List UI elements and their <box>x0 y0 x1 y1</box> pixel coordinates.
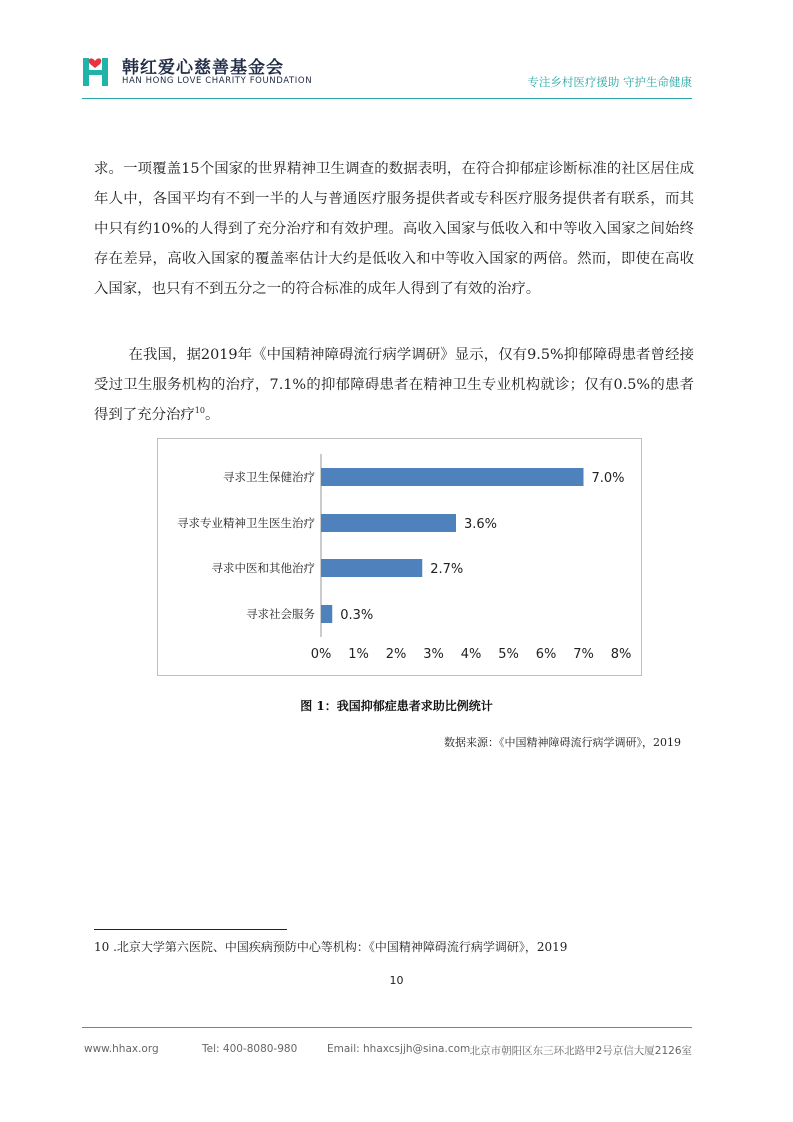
figure-caption: 图 1：我国抑郁症患者求助比例统计 <box>300 699 493 713</box>
help-seeking-bar-chart <box>157 438 642 676</box>
page-number: 10 <box>389 974 404 987</box>
paragraph-2-end: 。 <box>204 407 220 423</box>
chart-bar <box>321 468 584 486</box>
chart-category-label: 寻求专业精神卫生医生治疗 <box>177 516 315 530</box>
footer-tel: Tel: 400-8080-980 <box>202 1043 298 1055</box>
chart-x-tick-label: 4% <box>460 647 482 662</box>
footer-divider <box>82 1027 692 1028</box>
body-paragraph-1 <box>94 154 694 304</box>
chart-category-label: 寻求卫生保健治疗 <box>223 470 315 484</box>
chart-x-tick-label: 1% <box>348 647 369 662</box>
data-source: 数据来源：《中国精神障碍流行病学调研》，2019 <box>444 736 681 749</box>
chart-category-label: 寻求中医和其他治疗 <box>211 561 315 575</box>
chart-x-tick-label: 7% <box>573 647 594 662</box>
chart-x-tick-label: 3% <box>423 647 444 662</box>
chart-data-label: 7.0% <box>591 471 625 486</box>
page-header <box>82 52 692 90</box>
org-name-en: HAN HONG LOVE CHARITY FOUNDATION <box>122 76 313 86</box>
header-divider <box>82 98 692 99</box>
chart-bar <box>321 514 456 532</box>
chart-x-tick-label: 0% <box>310 647 332 662</box>
chart-data-label: 0.3% <box>340 608 374 623</box>
footnote-ref: 10 <box>194 406 205 416</box>
footnote-rule <box>94 929 287 930</box>
header-slogan: 专注乡村医疗援助 守护生命健康 <box>527 75 692 89</box>
footer-website[interactable]: www.hhax.org <box>84 1043 159 1055</box>
org-name: 韩红爱心慈善基金会 <box>122 58 284 78</box>
chart-bar <box>321 605 332 623</box>
footer-email[interactable]: Email: hhaxcsjjh@sina.com <box>327 1043 471 1055</box>
paragraph-1-text: 求。一项覆盖15个国家的世界精神卫生调查的数据表明，在符合抑郁症诊断标准的社区居住成年人中，各国平均有不到一半的人与普通医疗服务提供者或专科医疗服务提供者有联系，而其中只有约10%的人得到了充分治疗和有效护理。高收入国家与低收入和中等收入国家之间始终存在差异，高收入国家的覆盖率估计大约是低收入和中等收入国家的两倍。然而，即使在高收入国家，也只有不到五分之一的符合标准的成年人得到了有效的治疗。 <box>94 161 694 297</box>
chart-x-tick-label: 2% <box>385 647 407 662</box>
chart-x-tick-label: 8% <box>610 647 632 662</box>
chart-bar <box>321 559 422 577</box>
chart-category-label: 寻求社会服务 <box>246 607 315 621</box>
footer-address: 北京市朝阳区东三环北路甲2号京信大厦2126室 <box>469 1045 692 1057</box>
chart-svg <box>158 439 641 675</box>
footnote: 10 .北京大学第六医院、中国疾病预防中心等机构：《中国精神障碍流行病学调研》，2019 <box>94 940 568 954</box>
paragraph-2-main: 在我国，据2019年《中国精神障碍流行病学调研》显示，仅有9.5%抑郁障碍患者曾经接受过卫生服务机构的治疗，7.1%的抑郁障碍患者在精神卫生专业机构就诊；仅有0.5%的患者得到了充分治疗 <box>94 347 694 423</box>
hh-heart-logo-icon <box>82 52 116 88</box>
body-paragraph-2 <box>94 340 694 430</box>
chart-data-label: 2.7% <box>430 562 464 577</box>
paragraph-2-text <box>94 340 694 430</box>
chart-data-label: 3.6% <box>464 517 498 532</box>
chart-x-tick-label: 6% <box>535 647 557 662</box>
chart-x-tick-label: 5% <box>498 647 519 662</box>
